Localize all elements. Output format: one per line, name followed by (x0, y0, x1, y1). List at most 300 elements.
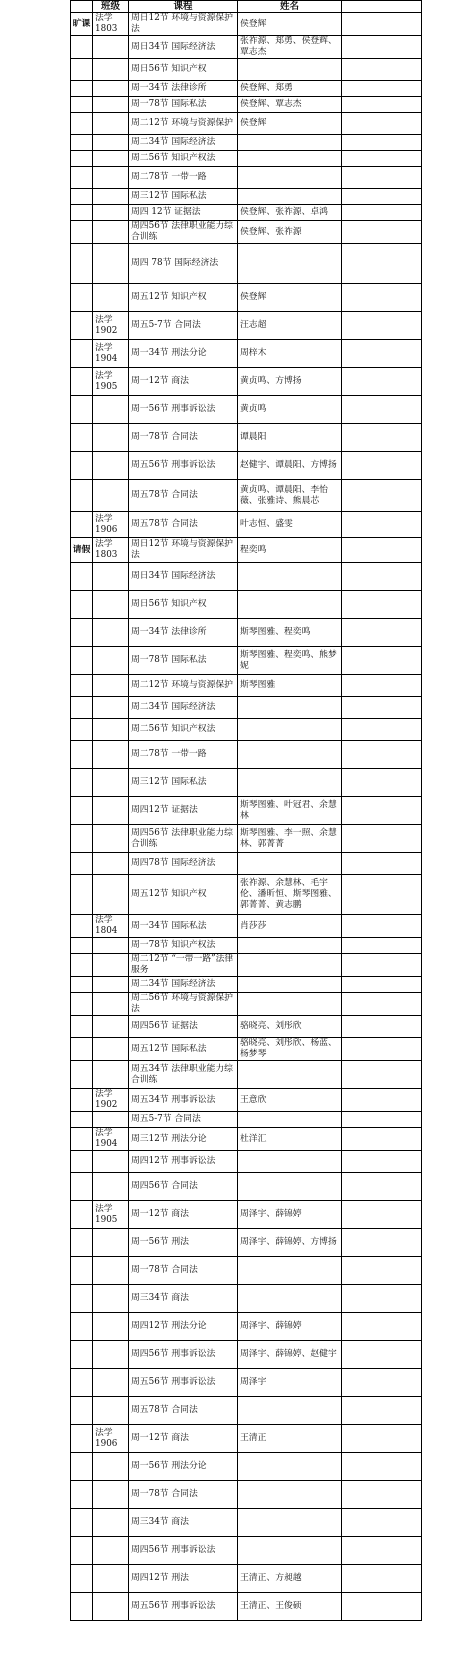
category-cell (71, 1016, 93, 1038)
table-row (71, 312, 422, 340)
category-cell (71, 563, 93, 591)
course-cell: 周一78节 合同法 (129, 1481, 238, 1509)
names-cell: 斯琴图雅、李一照、余慧林、郭菁菁 (238, 825, 342, 853)
class-cell: 法学1905 (93, 1201, 129, 1229)
table-row (71, 113, 422, 135)
extra-cell (342, 59, 422, 81)
category-cell (71, 81, 93, 97)
course-cell: 周一78节 合同法 (129, 424, 238, 452)
class-cell (93, 1481, 129, 1509)
course-cell: 周一12节 商法 (129, 1425, 238, 1453)
class-cell (93, 591, 129, 619)
table-row (71, 697, 422, 719)
names-cell (238, 1537, 342, 1565)
table-row (71, 1593, 422, 1621)
names-cell (238, 938, 342, 954)
names-cell (238, 1397, 342, 1425)
header-row (71, 1, 422, 13)
table-row (71, 1128, 422, 1151)
category-cell (71, 1173, 93, 1201)
extra-cell (342, 1201, 422, 1229)
names-cell: 王清正 (238, 1425, 342, 1453)
names-cell: 斯琴图雅、叶冠君、余慧林 (238, 797, 342, 825)
class-cell (93, 81, 129, 97)
table-row (71, 954, 422, 977)
table-row (71, 480, 422, 512)
table-row (71, 938, 422, 954)
names-cell: 张祚源、余慧林、毛宇伦、潘昕恒、斯琴图雅、郭菁菁、黄志鹏 (238, 875, 342, 915)
class-cell (93, 205, 129, 221)
header-category-cell (71, 1, 93, 13)
category-cell (71, 1089, 93, 1112)
names-cell (238, 1061, 342, 1089)
category-cell (71, 741, 93, 769)
table-row (71, 396, 422, 424)
names-cell: 赵健宇、谭晨阳、方博扬 (238, 452, 342, 480)
course-cell: 周四56节 法律职业能力综合训练 (129, 825, 238, 853)
class-cell (93, 36, 129, 59)
category-cell (71, 1537, 93, 1565)
extra-cell (342, 189, 422, 205)
table-row (71, 741, 422, 769)
extra-cell (342, 1537, 422, 1565)
names-cell: 侯登辉、郑勇 (238, 81, 342, 97)
class-cell (93, 993, 129, 1016)
extra-cell (342, 1509, 422, 1537)
course-cell: 周二12节 环境与资源保护 (129, 113, 238, 135)
course-cell: 周五5-7节 合同法 (129, 312, 238, 340)
extra-cell (342, 1089, 422, 1112)
course-cell: 周一78节 知识产权法 (129, 938, 238, 954)
category-cell (71, 1481, 93, 1509)
extra-cell (342, 1341, 422, 1369)
class-cell (93, 675, 129, 697)
extra-cell (342, 538, 422, 563)
course-cell: 周三12节 国际私法 (129, 769, 238, 797)
extra-cell (342, 993, 422, 1016)
course-cell: 周四56节 证据法 (129, 1016, 238, 1038)
course-cell: 周五78节 合同法 (129, 512, 238, 538)
course-cell: 周一34节 法律诊所 (129, 81, 238, 97)
table-row (71, 1565, 422, 1593)
table-row (71, 1173, 422, 1201)
course-cell: 周四12节 刑事诉讼法 (129, 1151, 238, 1173)
course-cell: 周二34节 国际经济法 (129, 697, 238, 719)
category-cell (71, 221, 93, 244)
category-cell (71, 719, 93, 741)
names-cell (238, 1509, 342, 1537)
table-row (71, 512, 422, 538)
category-cell (71, 977, 93, 993)
category-cell (71, 340, 93, 368)
course-cell: 周四 78节 国际经济法 (129, 244, 238, 284)
names-cell: 骆晓亮、刘彤欣 (238, 1016, 342, 1038)
extra-cell (342, 1565, 422, 1593)
course-cell: 周日56节 知识产权 (129, 591, 238, 619)
names-cell: 周泽宇 (238, 1369, 342, 1397)
names-cell (238, 719, 342, 741)
table-row (71, 13, 422, 36)
course-cell: 周日12节 环境与资源保护法 (129, 13, 238, 36)
extra-cell (342, 591, 422, 619)
class-cell (93, 1369, 129, 1397)
category-cell (71, 135, 93, 151)
class-cell (93, 719, 129, 741)
names-cell: 汪志超 (238, 312, 342, 340)
names-cell (238, 135, 342, 151)
class-cell (93, 1061, 129, 1089)
category-cell (71, 368, 93, 396)
course-cell: 周一34节 国际私法 (129, 915, 238, 938)
names-cell (238, 151, 342, 167)
category-cell (71, 1593, 93, 1621)
extra-cell (342, 81, 422, 97)
table-row (71, 368, 422, 396)
category-cell (71, 1453, 93, 1481)
class-cell (93, 167, 129, 189)
category-cell (71, 825, 93, 853)
table-row (71, 424, 422, 452)
category-cell (71, 59, 93, 81)
names-cell: 周泽宇、薛锦婷、方博扬 (238, 1229, 342, 1257)
table-row (71, 977, 422, 993)
names-cell (238, 1112, 342, 1128)
names-cell (238, 993, 342, 1016)
table-row (71, 221, 422, 244)
category-cell (71, 1397, 93, 1425)
course-cell: 周一12节 商法 (129, 368, 238, 396)
course-cell: 周五78节 合同法 (129, 1397, 238, 1425)
course-cell: 周五34节 法律职业能力综合训练 (129, 1061, 238, 1089)
names-cell (238, 1257, 342, 1285)
class-cell (93, 1257, 129, 1285)
names-cell: 黄贞鸣、谭晨阳、李怡薇、张雅诗、熊晨芯 (238, 480, 342, 512)
attendance-table (70, 0, 422, 1621)
class-cell (93, 97, 129, 113)
course-cell: 周二12节 环境与资源保护 (129, 675, 238, 697)
table-row (71, 1201, 422, 1229)
course-cell: 周二34节 国际经济法 (129, 135, 238, 151)
course-cell: 周五5-7节 合同法 (129, 1112, 238, 1128)
table-row (71, 591, 422, 619)
category-cell (71, 993, 93, 1016)
class-cell: 法学1904 (93, 1128, 129, 1151)
names-cell: 肖莎莎 (238, 915, 342, 938)
course-cell: 周日34节 国际经济法 (129, 563, 238, 591)
extra-cell (342, 675, 422, 697)
course-cell: 周一78节 国际私法 (129, 647, 238, 675)
names-cell: 王清正、王俊硕 (238, 1593, 342, 1621)
category-cell (71, 1128, 93, 1151)
table-row (71, 1038, 422, 1061)
names-cell (238, 244, 342, 284)
extra-cell (342, 1481, 422, 1509)
extra-cell (342, 741, 422, 769)
table-row (71, 1369, 422, 1397)
course-cell: 周五12节 国际私法 (129, 1038, 238, 1061)
category-cell (71, 591, 93, 619)
names-cell: 王清正、方昶越 (238, 1565, 342, 1593)
course-cell: 周四56节 刑事诉讼法 (129, 1537, 238, 1565)
names-cell (238, 977, 342, 993)
category-cell (71, 675, 93, 697)
names-cell (238, 697, 342, 719)
extra-cell (342, 480, 422, 512)
table-row (71, 205, 422, 221)
course-cell: 周二78节 一带一路 (129, 167, 238, 189)
table-row (71, 284, 422, 312)
category-cell (71, 452, 93, 480)
table-row (71, 1341, 422, 1369)
class-cell (93, 1151, 129, 1173)
names-cell: 周泽宇、薛锦婷 (238, 1313, 342, 1341)
category-cell (71, 97, 93, 113)
class-cell (93, 480, 129, 512)
table-row (71, 915, 422, 938)
category-cell (71, 113, 93, 135)
names-cell: 斯琴图雅、程奕鸣 (238, 619, 342, 647)
names-cell: 黄贞鸣、方博扬 (238, 368, 342, 396)
class-cell: 法学1902 (93, 1089, 129, 1112)
course-cell: 周三12节 国际私法 (129, 189, 238, 205)
class-cell: 法学1906 (93, 512, 129, 538)
course-cell: 周日12节 环境与资源保护法 (129, 538, 238, 563)
extra-cell (342, 340, 422, 368)
names-cell (238, 1285, 342, 1313)
class-cell (93, 1341, 129, 1369)
extra-cell (342, 135, 422, 151)
table-row (71, 1453, 422, 1481)
class-cell (93, 977, 129, 993)
course-cell: 周四12节 刑法 (129, 1565, 238, 1593)
course-cell: 周三34节 商法 (129, 1285, 238, 1313)
names-cell: 黄贞鸣 (238, 396, 342, 424)
class-cell: 法学1906 (93, 1425, 129, 1453)
header-name: 姓名 (238, 1, 342, 13)
extra-cell (342, 853, 422, 875)
header-course: 课程 (129, 1, 238, 13)
category-cell (71, 647, 93, 675)
names-cell (238, 563, 342, 591)
extra-cell (342, 825, 422, 853)
course-cell: 周一78节 合同法 (129, 1257, 238, 1285)
extra-cell (342, 1593, 422, 1621)
category-cell (71, 512, 93, 538)
category-cell (71, 244, 93, 284)
class-cell: 法学1905 (93, 368, 129, 396)
class-cell (93, 244, 129, 284)
names-cell (238, 1173, 342, 1201)
extra-cell (342, 1257, 422, 1285)
class-cell (93, 797, 129, 825)
names-cell: 侯登辉、覃志杰 (238, 97, 342, 113)
extra-cell (342, 1397, 422, 1425)
names-cell: 周泽宇、薛锦婷 (238, 1201, 342, 1229)
category-cell (71, 1341, 93, 1369)
table-row (71, 59, 422, 81)
extra-cell (342, 1229, 422, 1257)
category-cell (71, 312, 93, 340)
course-cell: 周四56节 刑事诉讼法 (129, 1341, 238, 1369)
class-cell: 法学1902 (93, 312, 129, 340)
category-cell (71, 1151, 93, 1173)
category-cell (71, 1201, 93, 1229)
names-cell (238, 769, 342, 797)
extra-cell (342, 1313, 422, 1341)
course-cell: 周二78节 一带一路 (129, 741, 238, 769)
category-cell (71, 619, 93, 647)
course-cell: 周一12节 商法 (129, 1201, 238, 1229)
extra-cell (342, 647, 422, 675)
names-cell (238, 1151, 342, 1173)
extra-cell (342, 13, 422, 36)
extra-cell (342, 167, 422, 189)
names-cell: 周梓木 (238, 340, 342, 368)
table-row (71, 1061, 422, 1089)
table-row (71, 1313, 422, 1341)
category-cell (71, 1565, 93, 1593)
category-cell (71, 1369, 93, 1397)
category-cell (71, 797, 93, 825)
names-cell (238, 167, 342, 189)
table-row (71, 1425, 422, 1453)
table-row (71, 1112, 422, 1128)
table-row (71, 993, 422, 1016)
class-cell (93, 647, 129, 675)
category-cell (71, 1425, 93, 1453)
class-cell: 法学1804 (93, 915, 129, 938)
class-cell (93, 954, 129, 977)
table-row (71, 135, 422, 151)
extra-cell (342, 915, 422, 938)
extra-cell (342, 797, 422, 825)
course-cell: 周二56节 知识产权法 (129, 719, 238, 741)
table-row (71, 825, 422, 853)
class-cell (93, 938, 129, 954)
category-cell (71, 1112, 93, 1128)
class-cell: 法学1803 (93, 538, 129, 563)
table-row (71, 36, 422, 59)
extra-cell (342, 97, 422, 113)
class-cell (93, 284, 129, 312)
class-cell (93, 697, 129, 719)
course-cell: 周五78节 合同法 (129, 480, 238, 512)
table-row (71, 1089, 422, 1112)
class-cell (93, 151, 129, 167)
course-cell: 周五12节 知识产权 (129, 875, 238, 915)
course-cell: 周五56节 刑事诉讼法 (129, 1593, 238, 1621)
category-cell (71, 480, 93, 512)
table-row (71, 647, 422, 675)
category-cell (71, 1229, 93, 1257)
extra-cell (342, 36, 422, 59)
extra-cell (342, 221, 422, 244)
extra-cell (342, 697, 422, 719)
extra-cell (342, 1151, 422, 1173)
class-cell (93, 1537, 129, 1565)
extra-cell (342, 1285, 422, 1313)
course-cell: 周五12节 知识产权 (129, 284, 238, 312)
category-cell (71, 1257, 93, 1285)
category-cell (71, 189, 93, 205)
class-cell (93, 424, 129, 452)
table-row (71, 563, 422, 591)
class-cell (93, 1016, 129, 1038)
class-cell (93, 875, 129, 915)
course-cell: 周日56节 知识产权 (129, 59, 238, 81)
table-row (71, 340, 422, 368)
extra-cell (342, 151, 422, 167)
class-cell (93, 1173, 129, 1201)
category-cell (71, 769, 93, 797)
class-cell (93, 396, 129, 424)
category-cell (71, 1038, 93, 1061)
category-cell (71, 167, 93, 189)
course-cell: 周四 12节 证据法 (129, 205, 238, 221)
class-cell: 法学1803 (93, 13, 129, 36)
course-cell: 周二12节 “一带一路”法律服务 (129, 954, 238, 977)
class-cell (93, 769, 129, 797)
extra-cell (342, 1016, 422, 1038)
extra-cell (342, 719, 422, 741)
extra-cell (342, 1128, 422, 1151)
course-cell: 周五56节 刑事诉讼法 (129, 452, 238, 480)
extra-cell (342, 244, 422, 284)
course-cell: 周三34节 商法 (129, 1509, 238, 1537)
extra-cell (342, 113, 422, 135)
extra-cell (342, 1112, 422, 1128)
table-row (71, 538, 422, 563)
class-cell (93, 221, 129, 244)
course-cell: 周五34节 刑事诉讼法 (129, 1089, 238, 1112)
names-cell (238, 853, 342, 875)
table-row (71, 1285, 422, 1313)
names-cell: 侯登辉 (238, 13, 342, 36)
course-cell: 周二56节 知识产权法 (129, 151, 238, 167)
names-cell (238, 741, 342, 769)
course-cell: 周一56节 刑事诉讼法 (129, 396, 238, 424)
extra-cell (342, 563, 422, 591)
table-row (71, 1229, 422, 1257)
names-cell: 骆晓亮、刘彤欣、杨蓝、杨梦琴 (238, 1038, 342, 1061)
category-cell (71, 954, 93, 977)
class-cell (93, 135, 129, 151)
extra-cell (342, 619, 422, 647)
names-cell (238, 189, 342, 205)
extra-cell (342, 954, 422, 977)
category-cell (71, 853, 93, 875)
names-cell: 程奕鸣 (238, 538, 342, 563)
extra-cell (342, 1061, 422, 1089)
category-cell (71, 36, 93, 59)
category-cell (71, 938, 93, 954)
category-cell (71, 875, 93, 915)
names-cell (238, 1453, 342, 1481)
table-row (71, 97, 422, 113)
names-cell: 斯琴图雅 (238, 675, 342, 697)
extra-cell (342, 424, 422, 452)
class-cell (93, 189, 129, 205)
category-cell (71, 915, 93, 938)
class-cell (93, 1112, 129, 1128)
class-cell (93, 1509, 129, 1537)
extra-cell (342, 396, 422, 424)
names-cell: 侯登辉、张祚源 (238, 221, 342, 244)
extra-cell (342, 312, 422, 340)
class-cell (93, 1565, 129, 1593)
extra-cell (342, 368, 422, 396)
names-cell: 杜洋汇 (238, 1128, 342, 1151)
